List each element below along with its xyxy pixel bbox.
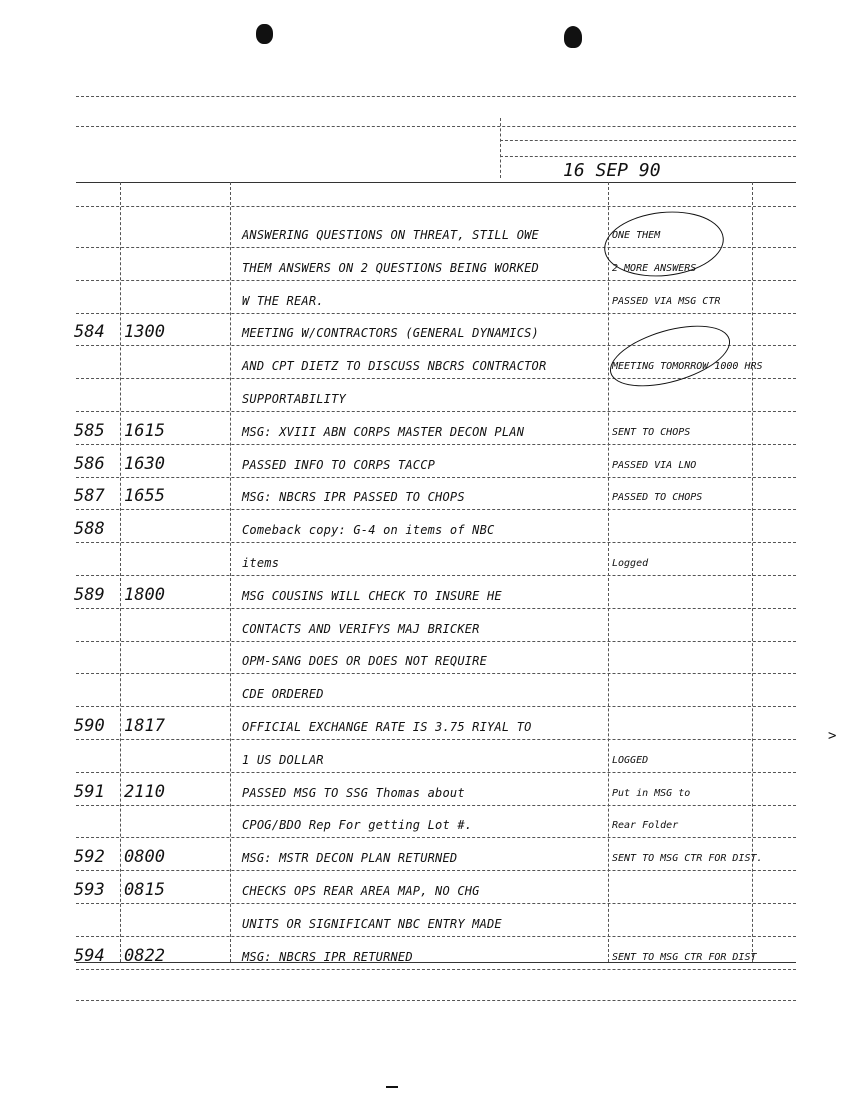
- entry-action-taken: Put in MSG to: [612, 787, 691, 799]
- entry-action-taken: SENT TO MSG CTR FOR DIST.: [612, 853, 763, 865]
- footer-rule: [76, 1000, 796, 1001]
- entry-action-taken: MEETING TOMORROW 1000 HRS: [612, 361, 763, 373]
- entry-time: 1655: [124, 486, 165, 507]
- entry-time: 0822: [124, 945, 165, 966]
- row-rule: [76, 411, 796, 412]
- row-rule: [76, 378, 796, 379]
- entry-action-taken: PASSED VIA LNO: [612, 459, 697, 471]
- bottom-dash: [386, 1086, 398, 1088]
- entry-incident-text: MEETING W/CONTRACTORS (GENERAL DYNAMICS): [242, 326, 539, 341]
- entry-incident-text: CHECKS OPS REAR AREA MAP, NO CHG: [242, 884, 480, 898]
- row-rule: [76, 936, 796, 937]
- entry-action-taken: SENT TO MSG CTR FOR DIST: [612, 951, 757, 963]
- entry-incident-text: PASSED INFO TO CORPS TACCP: [242, 457, 436, 472]
- row-rule: [76, 837, 796, 838]
- row-rule: [76, 739, 796, 740]
- entry-time: 1817: [124, 716, 165, 736]
- entry-incident-text: AND CPT DIETZ TO DISCUSS NBCRS CONTRACTOR: [242, 359, 547, 374]
- column-divider-action: [608, 182, 609, 962]
- row-rule: [76, 542, 796, 543]
- row-rule: [76, 509, 796, 510]
- row-rule: [76, 575, 796, 576]
- entry-action-taken: LOGGED: [612, 754, 649, 766]
- entry-time: 1630: [124, 453, 165, 474]
- column-header-rule: [76, 206, 796, 207]
- meeting-oval: [603, 314, 737, 398]
- entry-incident-text: Comeback copy: G-4 on items of NBC: [242, 523, 495, 538]
- entry-incident-text: OPM-SANG DOES OR DOES NOT REQUIRE: [242, 654, 488, 669]
- entry-serial: 586: [74, 453, 105, 474]
- entry-time: 1615: [124, 420, 165, 441]
- entry-serial: 590: [74, 716, 105, 736]
- row-rule: [76, 641, 796, 642]
- row-rule: [76, 772, 796, 773]
- header-divider: [500, 118, 501, 178]
- row-rule: [76, 313, 796, 314]
- entry-time: 0815: [124, 880, 165, 900]
- entry-incident-text: W THE REAR.: [242, 293, 324, 308]
- entry-action-taken: Logged: [612, 558, 649, 569]
- column-divider-initials: [752, 182, 753, 962]
- header-rule: [76, 96, 796, 97]
- entry-action-taken: PASSED VIA MSG CTR: [612, 295, 721, 307]
- entry-incident-text: OFFICIAL EXCHANGE RATE IS 3.75 RIYAL TO: [242, 720, 532, 734]
- entry-action-taken: 2 MORE ANSWERS: [612, 262, 697, 274]
- entry-serial: 589: [74, 584, 105, 605]
- entry-incident-text: MSG: NBCRS IPR RETURNED: [242, 949, 413, 964]
- entry-incident-text: MSG COUSINS WILL CHECK TO INSURE HE: [242, 588, 502, 603]
- row-rule: [76, 608, 796, 609]
- entry-action-taken: ONE THEM: [612, 230, 661, 241]
- entry-action-taken: Rear Folder: [612, 820, 679, 832]
- header-rule: [500, 156, 796, 157]
- entry-incident-text: MSG: XVIII ABN CORPS MASTER DECON PLAN: [242, 424, 525, 439]
- entry-time: 0800: [124, 847, 165, 868]
- entry-serial: 588: [74, 519, 105, 540]
- entry-serial: 584: [74, 322, 105, 343]
- header-rule: [76, 126, 796, 127]
- row-rule: [76, 903, 796, 904]
- log-date: 16 SEP 90: [563, 160, 661, 181]
- entry-incident-text: items: [242, 556, 280, 570]
- entry-serial: 585: [74, 420, 105, 441]
- entry-incident-text: MSG: MSTR DECON PLAN RETURNED: [242, 851, 458, 866]
- entry-incident-text: SUPPORTABILITY: [242, 392, 346, 406]
- punch-hole-right: [564, 26, 582, 48]
- entry-time: 2110: [124, 781, 165, 802]
- row-rule: [76, 805, 796, 806]
- entry-time: 1800: [124, 584, 165, 605]
- entry-incident-text: PASSED MSG TO SSG Thomas about: [242, 785, 465, 800]
- entry-serial: 591: [74, 781, 105, 802]
- entry-incident-text: 1 US DOLLAR: [242, 752, 324, 767]
- row-rule: [76, 969, 796, 970]
- entry-incident-text: CPOG/BDO Rep For getting Lot #.: [242, 818, 473, 833]
- header-rule: [500, 140, 796, 141]
- row-rule: [76, 706, 796, 707]
- entry-serial: 594: [74, 945, 105, 966]
- entry-action-taken: PASSED TO CHOPS: [612, 492, 703, 504]
- column-divider-serial: [120, 182, 121, 962]
- punch-hole-left: [256, 24, 273, 44]
- row-rule: [76, 444, 796, 445]
- entry-action-taken: SENT TO CHOPS: [612, 426, 691, 438]
- entry-incident-text: CONTACTS AND VERIFYS MAJ BRICKER: [242, 621, 480, 636]
- column-divider-time: [230, 182, 231, 962]
- table-top-rule: [76, 182, 796, 183]
- entry-time: 1300: [124, 322, 165, 343]
- entry-incident-text: CDE ORDERED: [242, 687, 324, 702]
- table-bottom-rule: [76, 962, 796, 963]
- row-rule: [76, 477, 796, 478]
- entry-serial: 587: [74, 486, 105, 507]
- entry-incident-text: THEM ANSWERS ON 2 QUESTIONS BEING WORKED: [242, 260, 539, 275]
- entry-incident-text: MSG: NBCRS IPR PASSED TO CHOPS: [242, 490, 465, 505]
- row-rule: [76, 280, 796, 281]
- entry-incident-text: ANSWERING QUESTIONS ON THREAT, STILL OWE: [242, 228, 539, 242]
- entry-serial: 593: [74, 880, 105, 900]
- row-rule: [76, 673, 796, 674]
- entry-incident-text: UNITS OR SIGNIFICANT NBC ENTRY MADE: [242, 916, 502, 931]
- row-rule: [76, 870, 796, 871]
- entry-serial: 592: [74, 847, 105, 868]
- margin-mark: >: [828, 728, 837, 744]
